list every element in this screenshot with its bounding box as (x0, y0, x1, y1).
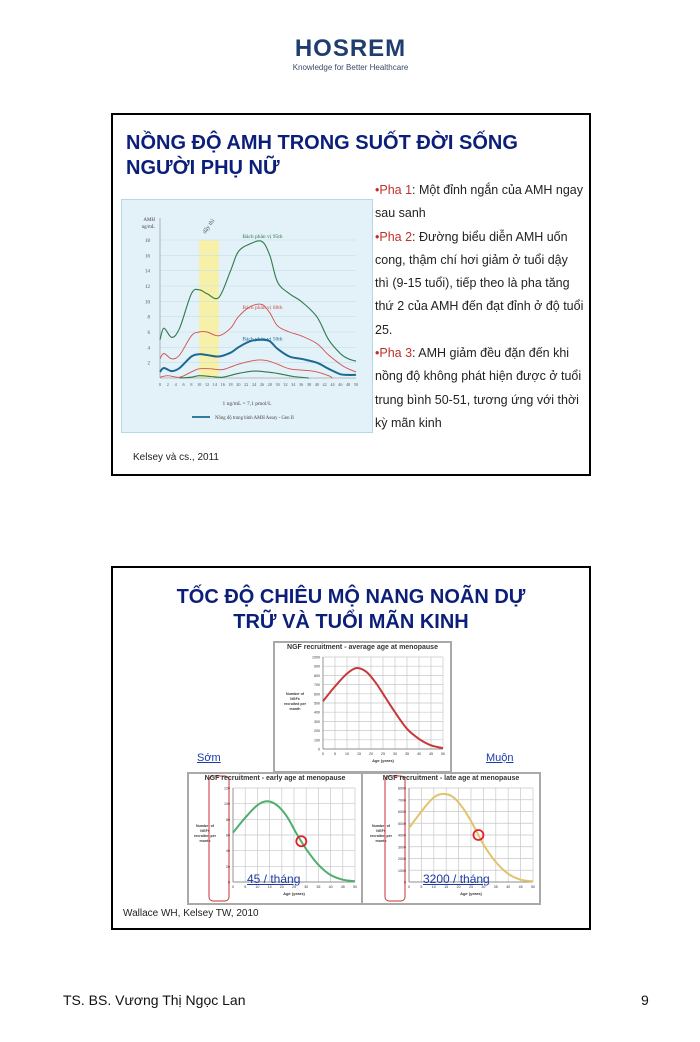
x-axis-label: Age (years) (372, 758, 394, 763)
y-tick-label: 18 (145, 239, 150, 244)
x-tick-label: 45 (340, 885, 345, 889)
x-tick-label: 45 (429, 752, 433, 756)
x-tick-label: 30 (304, 885, 309, 889)
x-tick-label: 15 (444, 885, 449, 889)
highlight-box-axis (209, 776, 229, 901)
x-tick-label: 15 (357, 752, 361, 756)
x-tick-label: 42 (322, 382, 327, 387)
y-tick-label: 20 (226, 864, 230, 869)
x-tick-label: 46 (338, 382, 343, 387)
x-tick-label: 18 (228, 382, 233, 387)
x-tick-label: 20 (456, 885, 461, 889)
phase-bullets (375, 179, 585, 435)
x-tick-label: 32 (283, 382, 288, 387)
x-tick-label: 24 (251, 382, 257, 387)
slide1-title (126, 131, 518, 181)
x-tick-label: 10 (255, 885, 260, 889)
x-tick-label: 35 (493, 885, 498, 889)
phase-2-label: •Pha 2 (375, 229, 413, 244)
y-tick-label: 0 (404, 880, 406, 885)
y-tick-label: 60 (226, 833, 230, 838)
y-axis-label-line: Number of (286, 692, 304, 696)
x-tick-label: 30 (393, 752, 397, 756)
x-tick-label: 5 (244, 885, 247, 889)
y-tick-label: 6 (147, 331, 150, 336)
y-tick-label: 6000 (398, 810, 406, 814)
y-axis-label-line: month (375, 839, 387, 843)
y-tick-label: 5000 (398, 821, 406, 826)
early-rate: 45 / tháng (247, 872, 301, 886)
x-tick-label: 48 (346, 382, 351, 387)
x-tick-label: 28 (267, 382, 272, 387)
y-tick-label: 700 (314, 683, 320, 688)
y-axis-label-line: recruited per (194, 834, 216, 838)
late-label: Muộn (486, 752, 514, 764)
y-tick-label: 120 (224, 786, 230, 791)
x-tick-label: 40 (314, 382, 319, 387)
series-annotation: Bách phân vị 50th (242, 336, 283, 343)
y-tick-label: 10 (145, 300, 150, 306)
series-line-bách-phân-vị-95th (160, 241, 356, 361)
y-tick-label: 8000 (398, 786, 406, 791)
slide2-title-line2: TRỮ VÀ TUỔI MÃN KINH (233, 611, 469, 633)
x-tick-label: 34 (291, 382, 296, 387)
x-tick-label: 20 (236, 382, 241, 387)
legend-label: Nồng độ trung bình AMH Assay - Gen II (215, 416, 294, 421)
y-axis-label-line: month (199, 839, 211, 843)
y-axis-unit: ng/mL (141, 225, 155, 230)
y-tick-label: 4000 (398, 833, 406, 838)
unit-note: 1 ng/mL = 7,1 pmol/L (222, 401, 272, 407)
y-axis-label-line: NGFs (200, 829, 210, 833)
y-tick-label: 7000 (398, 798, 406, 803)
y-tick-label: 400 (314, 710, 320, 715)
y-tick-label: 16 (145, 254, 150, 260)
slide2-title-line1: TỐC ĐỘ CHIÊU MỘ NANG NOÃN DỰ (176, 586, 526, 608)
late-rate: 3200 / tháng (423, 872, 490, 886)
logo-tagline: Knowledge for Better Healthcare (292, 63, 409, 72)
y-tick-label: 0 (228, 880, 230, 885)
slide2-citation: Wallace WH, Kelsey TW, 2010 (123, 908, 259, 919)
phase-1-label: •Pha 1 (375, 183, 413, 197)
y-axis-label-line: month (289, 707, 301, 711)
series-annotation: Bách phân vị 95th (242, 233, 283, 240)
x-tick-label: 20 (279, 885, 284, 889)
x-tick-label: 10 (431, 885, 436, 889)
bullet-phase-2 (375, 226, 585, 342)
slide-ngf (111, 566, 591, 930)
x-tick-label: 16 (220, 382, 225, 387)
x-tick-label: 25 (469, 885, 473, 889)
x-tick-label: 38 (306, 382, 312, 387)
x-tick-label: 44 (330, 382, 335, 387)
x-tick-label: 40 (328, 885, 333, 889)
amh-chart-svg (122, 200, 372, 432)
y-axis-label-line: Number of (196, 824, 214, 828)
x-tick-label: 0 (158, 382, 162, 387)
y-axis-label-line: recruited per (370, 834, 392, 838)
x-axis-label: Age (years) (460, 891, 482, 896)
x-tick-label: 6 (182, 382, 185, 387)
x-tick-label: 0 (408, 885, 410, 889)
y-tick-label: 12 (145, 285, 150, 290)
x-tick-label: 15 (267, 885, 272, 889)
x-tick-label: 8 (190, 382, 193, 387)
y-tick-label: 500 (314, 701, 320, 706)
x-tick-label: 0 (232, 885, 234, 889)
x-tick-label: 10 (345, 752, 349, 756)
y-tick-label: 100 (314, 738, 320, 743)
y-axis-label (370, 824, 393, 843)
ngf-late-title: NGF recruitment - late age at menopause (382, 775, 520, 782)
phase-3-label: •Pha 3 (375, 346, 413, 361)
y-tick-label: 200 (314, 729, 320, 734)
x-tick-label: 35 (316, 885, 321, 889)
y-axis-label: AMH (143, 218, 155, 223)
x-tick-label: 0 (322, 752, 324, 756)
y-tick-label: 40 (226, 849, 230, 854)
ngf-early-chart (187, 772, 363, 905)
x-tick-label: 5 (420, 885, 423, 889)
y-axis-label (194, 824, 217, 843)
x-tick-label: 25 (292, 885, 296, 889)
x-tick-label: 35 (405, 752, 409, 756)
phase-3-text: : AMH giảm đều đặn đến khi nồng độ không phát hiện được ở tuổi trung bình 50-51, tương ứng với thời kỳ mãn kinh (375, 346, 582, 430)
x-tick-label: 45 (518, 885, 523, 889)
x-tick-label: 25 (381, 752, 385, 756)
y-tick-label: 80 (226, 817, 230, 822)
ngf-average-title: NGF recruitment - average age at menopause (287, 644, 438, 651)
y-axis-label-line: recruited per (284, 702, 306, 706)
x-tick-label: 30 (481, 885, 486, 889)
series-line-low-green (180, 371, 309, 378)
y-tick-label: 100 (224, 802, 230, 807)
x-tick-label: 50 (531, 885, 535, 889)
slide1-title-line2: NGƯỜI PHỤ NỮ (126, 157, 280, 179)
logo-text: HOSREM (294, 35, 407, 62)
x-tick-label: 26 (259, 382, 265, 387)
phase-1-text: : Một đỉnh ngắn của AMH ngay sau sanh (375, 183, 583, 221)
bullet-phase-1 (375, 179, 585, 226)
x-tick-label: 12 (204, 382, 210, 387)
page-number: 9 (641, 992, 649, 1008)
x-tick-label: 36 (299, 382, 304, 387)
y-axis-label (284, 692, 307, 711)
x-tick-label: 30 (275, 382, 280, 387)
y-tick-label: 2000 (398, 857, 406, 861)
series-annotation: Bách phân vị 68th (242, 305, 283, 312)
slide1-citation: Kelsey và cs., 2011 (133, 452, 219, 463)
y-tick-label: 900 (314, 664, 320, 669)
y-tick-label: 2 (147, 361, 150, 367)
x-tick-label: 10 (197, 382, 202, 387)
y-axis-label-line: NGFs (376, 829, 386, 833)
ngf-early-title: NGF recruitment - early age at menopause (204, 775, 346, 782)
early-label: Sớm (197, 752, 221, 764)
hosrem-logo (283, 36, 418, 78)
y-tick-label: 300 (314, 719, 320, 724)
amh-chart (121, 199, 373, 433)
y-tick-label: 4 (147, 346, 150, 352)
x-tick-label: 50 (353, 382, 359, 387)
phase-2-text: : Đường biểu diễn AMH uốn cong, thậm chí hơi giảm ở tuổi dậy thì (9-15 tuổi), tiếp theo là pha tăng thứ 2 của AMH đến đạt đỉnh ở độ tuổi 25. (375, 229, 584, 337)
ngf-late-chart (361, 772, 541, 905)
x-tick-label: 5 (334, 752, 336, 756)
highlight-box-axis (385, 776, 405, 901)
slide1-title-line1: NỒNG ĐỘ AMH TRONG SUỐT ĐỜI SỐNG (126, 132, 518, 154)
x-tick-label: 20 (369, 752, 373, 756)
y-tick-label: 1000 (312, 655, 320, 660)
x-axis-label: Age (years) (283, 891, 305, 896)
ngf-average-svg (275, 643, 450, 771)
x-tick-label: 40 (417, 752, 421, 756)
y-tick-label: 1000 (398, 868, 406, 873)
x-tick-label: 40 (506, 885, 511, 889)
x-tick-label: 50 (441, 752, 445, 756)
slide2-title (113, 585, 589, 635)
x-tick-label: 22 (244, 382, 249, 387)
footer-author: TS. BS. Vương Thị Ngọc Lan (63, 992, 246, 1008)
y-tick-label: 14 (145, 269, 150, 275)
y-tick-label: 8 (147, 315, 150, 321)
x-tick-label: 50 (353, 885, 357, 889)
series-line-bách-phân-vị-50th (160, 340, 356, 375)
puberty-label: dậy thì (201, 218, 217, 236)
x-tick-label: 2 (166, 382, 169, 387)
y-tick-label: 0 (318, 747, 320, 752)
y-axis-label-line: NGFs (290, 697, 300, 701)
slide-amh (111, 113, 591, 476)
y-tick-label: 3000 (398, 845, 406, 850)
bullet-phase-3 (375, 342, 585, 435)
y-axis-label-line: Number of (372, 824, 390, 828)
x-tick-label: 14 (212, 382, 217, 387)
ngf-average-chart (273, 641, 452, 773)
y-tick-label: 600 (314, 692, 320, 697)
y-tick-label: 800 (314, 673, 320, 678)
x-tick-label: 4 (174, 382, 177, 387)
